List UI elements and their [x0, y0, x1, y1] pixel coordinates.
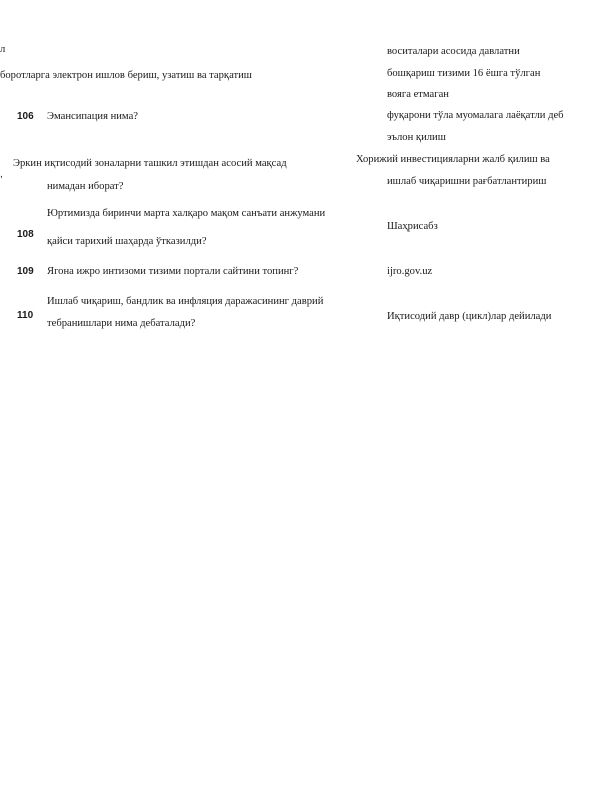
question-number: 108: [17, 229, 34, 240]
question-text-line: Ягона ижро интизоми тизими портали сайтини топинг?: [47, 266, 299, 277]
answer-text-line: Хорижий инвестицияларни жалб қилиш ва: [356, 154, 550, 165]
question-text-line: Ишлаб чиқариш, бандлик ва инфляция даражасининг даврий: [47, 296, 324, 307]
question-text-line: л: [0, 44, 6, 55]
answer-text-line: ишлаб чиқаришни рағбатлантириш: [387, 176, 547, 187]
question-text-line: боротларга электрон ишлов бериш, узатиш ва тарқатиш: [0, 70, 252, 81]
answer-text-line: фуқарони тўла муомалага лаёқатли деб: [387, 110, 564, 121]
question-text-line: тебранишлари нима дебаталади?: [47, 318, 196, 329]
question-number: 106: [17, 111, 34, 122]
question-text-line: Эмансипация нима?: [47, 111, 138, 122]
question-number: 110: [17, 310, 34, 321]
answer-text-line: эълон қилиш: [387, 132, 446, 143]
answer-text-line: вояга етмаган: [387, 89, 449, 100]
question-number: ,: [0, 169, 3, 180]
question-text-line: Эркин иқтисодий зоналарни ташкил этишдан асосий мақсад: [13, 158, 287, 169]
question-text-line: қайси тарихий шаҳарда ўтказилди?: [47, 236, 207, 247]
answer-text-line: Шаҳрисабз: [387, 221, 438, 232]
answer-text-line: Иқтисодий давр (цикл)лар дейилади: [387, 311, 552, 322]
answer-text-line: воситалари асосида давлатни: [387, 46, 520, 57]
question-number: 109: [17, 266, 34, 277]
answer-text-line: бошқариш тизими 16 ёшга тўлган: [387, 68, 541, 79]
answer-text-line: ijro.gov.uz: [387, 266, 433, 277]
question-text-line: Юртимизда биринчи марта халқаро мақом санъати анжумани: [47, 208, 326, 219]
question-text-line: нимадан иборат?: [47, 181, 124, 192]
